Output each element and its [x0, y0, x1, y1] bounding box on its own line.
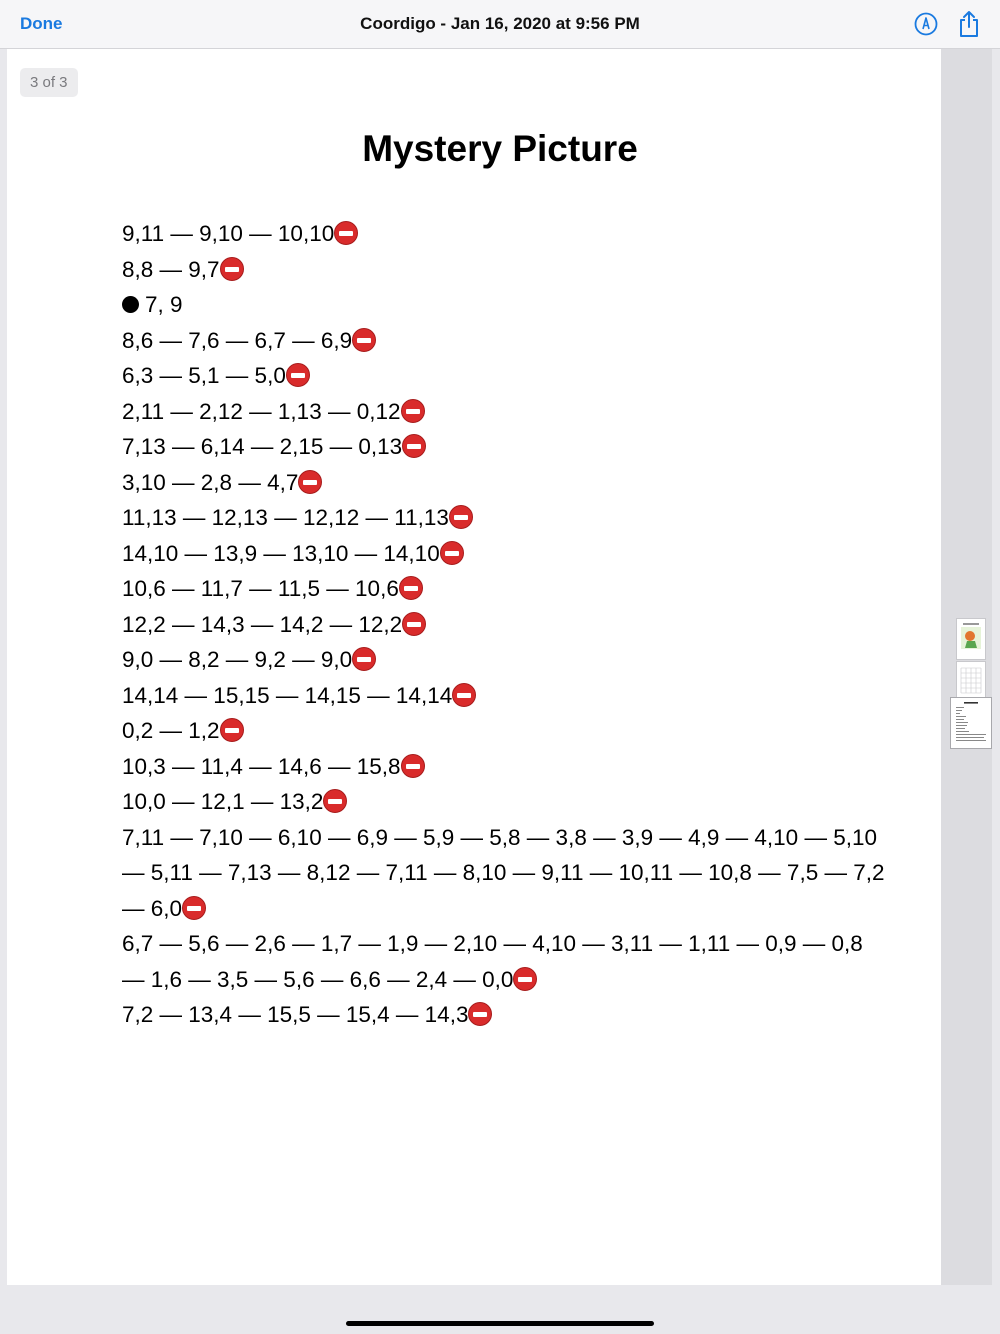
no-entry-icon [298, 470, 322, 494]
coordinate-text: 14,10 — 13,9 — 13,10 — 14,10 [122, 540, 440, 566]
no-entry-icon [402, 434, 426, 458]
document-title-bar: Coordigo - Jan 16, 2020 at 9:56 PM [360, 14, 640, 33]
no-entry-icon [182, 896, 206, 920]
coordinate-line [122, 252, 882, 288]
no-entry-icon [323, 789, 347, 813]
coordinate-text: 10,6 — 11,7 — 11,5 — 10,6 [122, 576, 399, 601]
no-entry-icon [352, 328, 376, 352]
coordinate-line [122, 323, 882, 359]
home-indicator[interactable] [346, 1321, 654, 1326]
coordinate-text: 10,0 — 12,1 — 13,2 [122, 789, 324, 814]
coordinate-line [122, 358, 882, 394]
document-heading: Mystery Picture [362, 128, 638, 169]
coordinate-line [122, 216, 882, 252]
coordinate-line [122, 287, 882, 323]
no-entry-icon [399, 576, 423, 600]
coordinate-text: 2,11 — 2,12 — 1,13 — 0,12 [122, 398, 401, 424]
coordinate-text: 3,10 — 2,8 — 4,7 [122, 469, 299, 495]
coordinate-text: 7, 9 [145, 292, 183, 317]
coordinate-text: — 1,6 — 3,5 — 5,6 — 6,6 — 2,4 — 0,0 [122, 966, 514, 992]
coordinate-line [122, 962, 882, 998]
coordinate-line [122, 642, 882, 678]
coordinate-line [122, 997, 882, 1033]
coordinate-text: 6,3 — 5,1 — 5,0 [122, 363, 286, 388]
no-entry-icon [401, 399, 425, 423]
page-indicator: 3 of 3 [20, 68, 78, 97]
coordinate-line [122, 784, 882, 820]
coordinate-text: — 6,0 [122, 895, 183, 921]
no-entry-icon [468, 1002, 492, 1026]
page-1-thumbnail[interactable] [956, 618, 986, 660]
page-2-thumbnail[interactable] [956, 661, 986, 699]
coordinate-line [122, 678, 882, 714]
coordinate-text: 10,3 — 11,4 — 14,6 — 15,8 [122, 753, 401, 779]
markup-pen-icon[interactable] [914, 12, 938, 36]
coordinate-text: 0,2 — 1,2 [122, 718, 220, 743]
coordinate-text: 7,11 — 7,10 — 6,10 — 6,9 — 5,9 — 5,8 — 3,8 — 3,9 — 4,9 — 4,10 — 5,10 [122, 824, 877, 850]
coordinate-text: 7,2 — 13,4 — 15,5 — 15,4 — 14,3 [122, 1002, 469, 1027]
no-entry-icon [402, 612, 426, 636]
no-entry-icon [513, 967, 537, 991]
thumbnail-sidebar[interactable] [941, 49, 992, 1285]
no-entry-icon [352, 647, 376, 671]
coordinate-list [122, 216, 885, 1033]
coordinate-text: 12,2 — 14,3 — 14,2 — 12,2 [122, 611, 403, 637]
coordinate-line [122, 394, 882, 430]
coordinate-text: 9,11 — 9,10 — 10,10 [122, 221, 335, 246]
toolbar [0, 0, 1000, 49]
coordinate-line [122, 926, 882, 962]
coordinate-line [122, 855, 885, 891]
coordinate-line [122, 713, 882, 749]
coordinate-line [122, 571, 882, 607]
no-entry-icon [449, 505, 473, 529]
coordinate-text: 8,8 — 9,7 [122, 256, 220, 282]
coordinate-line [122, 820, 882, 856]
no-entry-icon [401, 754, 425, 778]
coordinate-line [122, 891, 882, 927]
coordinate-line [122, 749, 882, 785]
coordinate-text: — 5,11 — 7,13 — 8,12 — 7,11 — 8,10 — 9,11 — 10,11 — 10,8 — 7,5 — 7,2 [122, 860, 885, 885]
coordinate-text: 7,13 — 6,14 — 2,15 — 0,13 [122, 434, 403, 459]
coordinate-line [122, 429, 882, 465]
coordinate-text: 14,14 — 15,15 — 14,15 — 14,14 [122, 682, 453, 708]
done-button[interactable]: Done [20, 14, 63, 33]
page-3-thumbnail[interactable] [950, 697, 992, 749]
coordinate-line [122, 465, 882, 501]
no-entry-icon [220, 257, 244, 281]
coordinate-text: 8,6 — 7,6 — 6,7 — 6,9 [122, 327, 353, 353]
no-entry-icon [286, 363, 310, 387]
coordinate-text: 9,0 — 8,2 — 9,2 — 9,0 [122, 647, 353, 672]
start-dot-icon [122, 296, 139, 313]
no-entry-icon [440, 541, 464, 565]
coordinate-line [122, 500, 882, 536]
coordinate-line [122, 607, 882, 643]
no-entry-icon [334, 221, 358, 245]
coordinate-text: 6,7 — 5,6 — 2,6 — 1,7 — 1,9 — 2,10 — 4,10 — 3,11 — 1,11 — 0,9 — 0,8 [122, 931, 863, 956]
no-entry-icon [220, 718, 244, 742]
coordinate-line [122, 536, 882, 572]
share-icon[interactable] [956, 10, 982, 38]
no-entry-icon [452, 683, 476, 707]
coordinate-text: 11,13 — 12,13 — 12,12 — 11,13 [122, 505, 449, 530]
